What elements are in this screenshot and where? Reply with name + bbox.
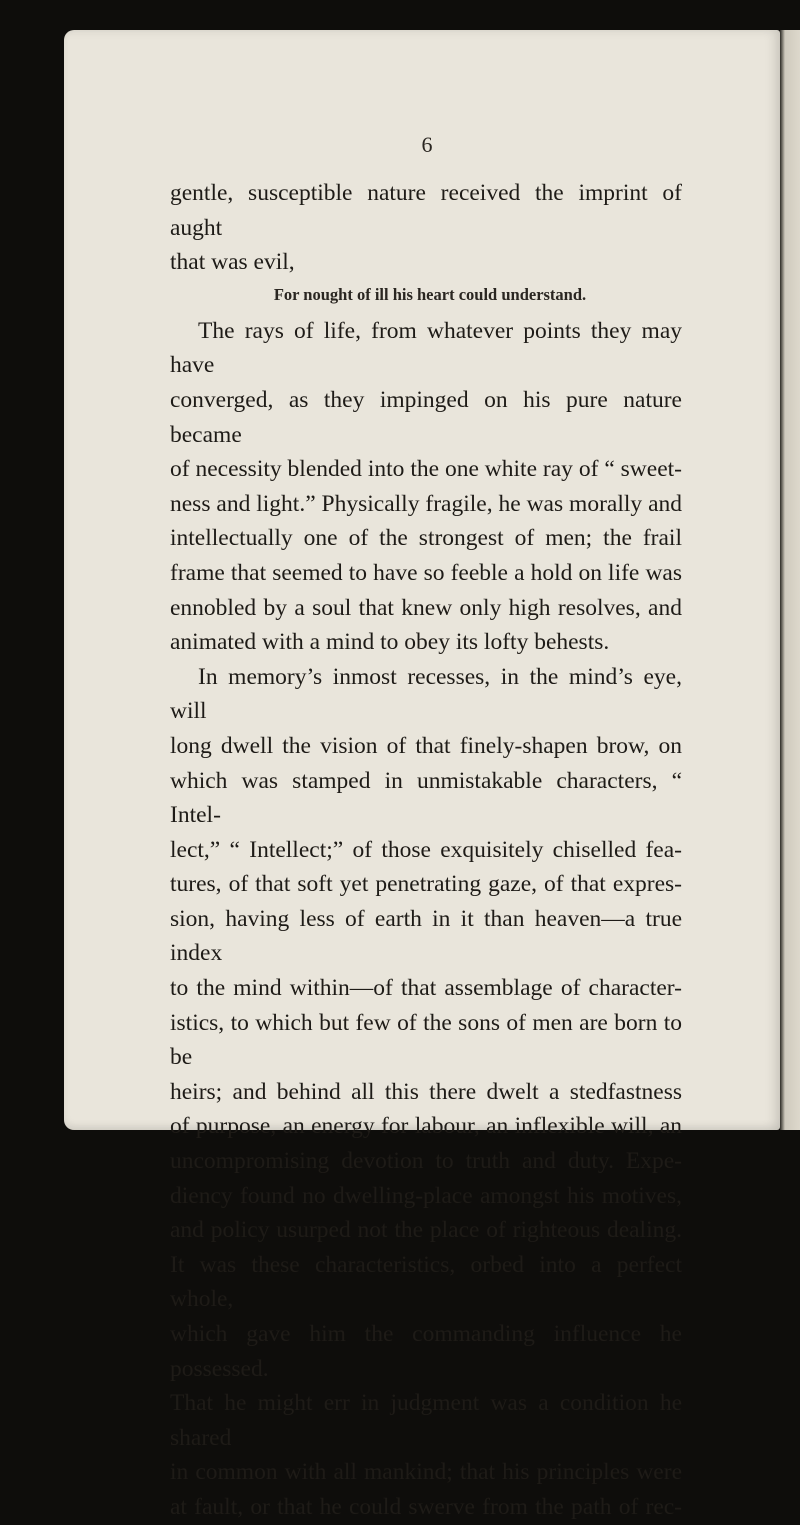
text-line: ness and light.” Physically fragile, he was morally and — [170, 490, 682, 517]
page-text — [170, 176, 682, 1525]
text-line: animated with a mind to obey its lofty behests. — [170, 629, 610, 656]
text-line: lect,” “ Intellect;” of those exquisitely chiselled fea- — [170, 836, 682, 863]
text-line: The rays of life, from whatever points they may have — [170, 317, 682, 379]
text-line: ennobled by a soul that knew only high resolves, and — [170, 594, 682, 621]
text-line: long dwell the vision of that finely-shapen brow, on — [170, 732, 682, 759]
quoted-verse: For nought of ill his heart could understand. — [273, 284, 587, 304]
text-line: which was stamped in unmistakable characters, “ Intel- — [170, 767, 682, 829]
text-line: istics, to which but few of the sons of men are born to be — [170, 1009, 682, 1071]
text-line: and policy usurped not the place of righteous dealing. — [170, 1217, 682, 1244]
text-line: That he might err in judgment was a condition he shared — [170, 1390, 682, 1451]
text-line: In memory’s inmost recesses, in the mind’s eye, will — [170, 663, 682, 725]
text-line: of necessity blended into the one white ray of “ sweet- — [170, 456, 682, 483]
text-line: gentle, susceptible nature received the imprint of aught — [170, 180, 682, 241]
text-line: It was these characteristics, orbed into a perfect whole, — [170, 1251, 682, 1313]
text-line: uncompromising devotion to truth and duty. Expe- — [170, 1148, 682, 1175]
text-line: heirs; and behind all this there dwelt a stedfastness — [170, 1078, 682, 1105]
text-line: in common with all mankind; that his principles were — [170, 1459, 682, 1486]
text-line: which gave him the commanding influence he possessed. — [170, 1321, 682, 1382]
text-line: frame that seemed to have so feeble a hold on life was — [170, 559, 682, 586]
text-line: that was evil, — [170, 249, 295, 276]
text-line: to the mind within—of that assemblage of character- — [170, 975, 682, 1002]
text-line: sion, having less of earth in it than heaven—a true index — [170, 905, 682, 967]
text-line: intellectually one of the strongest of men; the frail — [170, 525, 682, 552]
adjacent-page-edge — [780, 30, 800, 1130]
text-line: tures, of that soft yet penetrating gaze, of that expres- — [170, 871, 682, 898]
text-line: at fault, or that he could swerve from the path of rec- — [170, 1493, 682, 1520]
page-number: 6 — [421, 132, 433, 157]
text-line: converged, as they impinged on his pure nature became — [170, 386, 682, 448]
text-line: diency found no dwelling-place amongst his motives, — [170, 1182, 682, 1209]
text-line: of purpose, an energy for labour, an inflexible will, an — [170, 1113, 682, 1140]
